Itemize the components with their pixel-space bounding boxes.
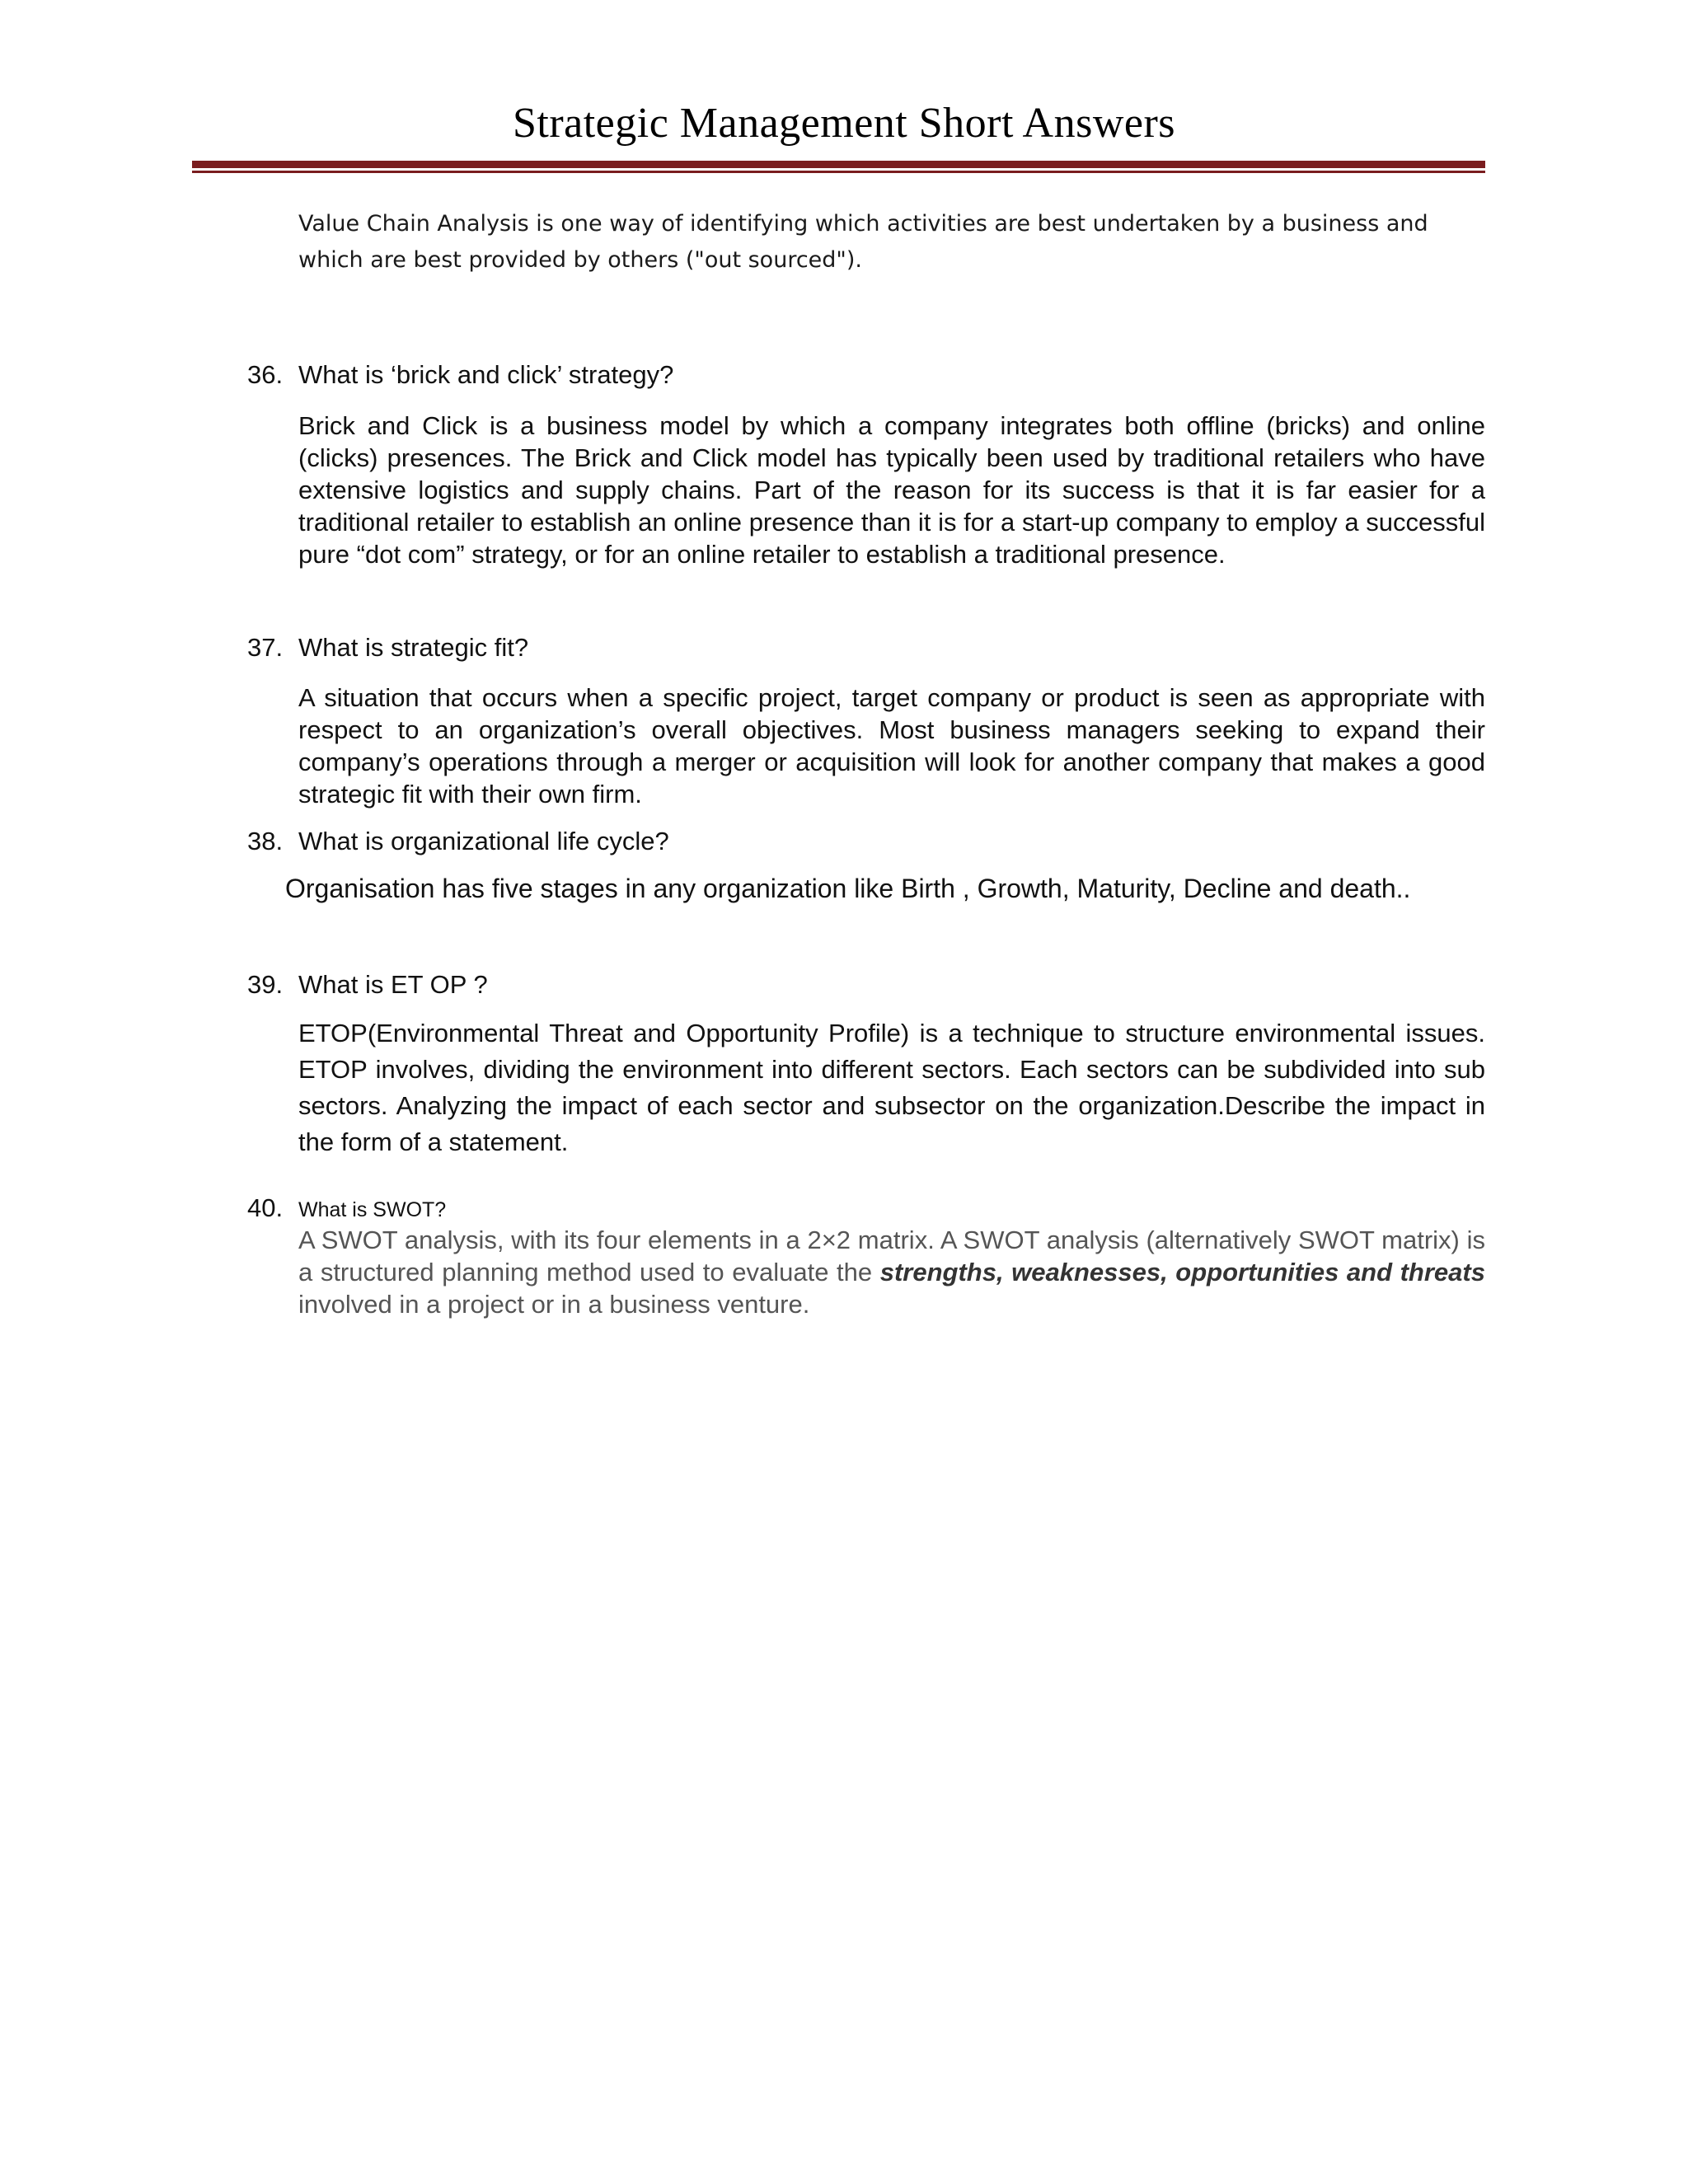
answer-36: Brick and Click is a business model by which a company integrates both offline (bricks) and online (clicks) presences. The Brick and Click model has typically been used by traditional retailers who have extensive logistics and supply chains. Part of the reason for its success is that it is far easier for a traditional retailer to establish an online presence than it is for a start-up company to employ a successful pure “dot com” strategy, or for an online retailer to establish a traditional presence. [298,411,1485,569]
answer-40-part2: involved in a project or in a business venture. [298,1290,810,1319]
header-rule-thin [192,171,1485,173]
question-37: What is strategic fit? [298,633,529,662]
question-number-37: 37. [247,633,284,662]
intro-paragraph: Value Chain Analysis is one way of identifying which activities are best undertaken by a business and which are best provided by others ("out sourced"). [298,211,1428,273]
question-number-38: 38. [247,827,284,855]
question-number-39: 39. [247,970,284,999]
question-38: What is organizational life cycle? [298,827,669,855]
question-number-36: 36. [247,360,284,389]
answer-40 [298,1224,1485,1320]
answer-37: A situation that occurs when a specific project, target company or product is seen as appropriate with respect to an organization’s overall objectives. Most business managers seeking to expand their company’s operations through a merger or acquisition will look for another company that makes a good strategic fit with their own firm. [298,683,1485,808]
question-number-40: 40. [247,1193,284,1222]
answer-40-part1: A SWOT analysis, with its four elements in a 2×2 matrix. A SWOT analysis (alternatively SWOT matrix) is a structured planning method used to evaluate the [298,1226,1485,1286]
answer-40-emphasis: strengths, weaknesses, opportunities and threats [879,1258,1485,1286]
question-39: What is ET OP ? [298,970,488,999]
answer-39: ETOP(Environmental Threat and Opportunity Profile) is a technique to structure environmental issues. ETOP involves, dividing the environment into different sectors. Each sectors can be subdivided into sub sectors. Analyzing the impact of each sector and subsector on the organization.Describe the impact in the form of a statement. [298,1019,1485,1156]
answer-38: Organisation has five stages in any organization like Birth , Growth, Maturity, Decline and death.. [285,874,1411,903]
page-title: Strategic Management Short Answers [512,100,1176,147]
question-36: What is ‘brick and click’ strategy? [298,360,674,389]
header-rule-thick [192,161,1485,168]
question-40: What is SWOT? [298,1198,447,1221]
